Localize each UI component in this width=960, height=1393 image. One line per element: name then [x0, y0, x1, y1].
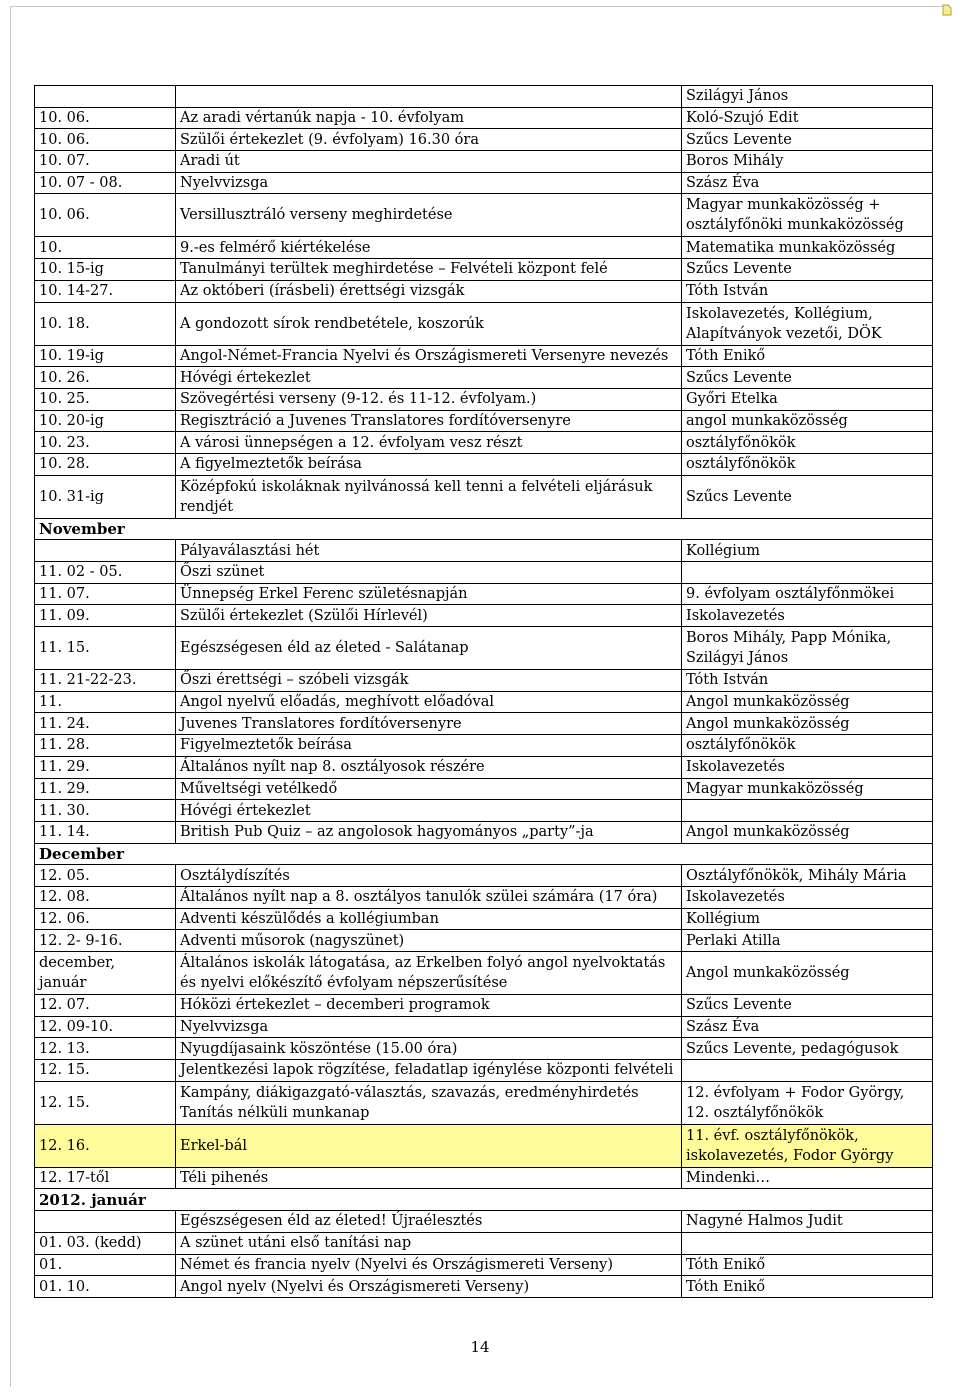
table-row	[35, 1276, 933, 1298]
date-cell: 12. 05.	[35, 865, 176, 887]
table-row	[35, 735, 933, 757]
event-cell: Egészségesen éld az életed - Salátanap	[176, 627, 682, 670]
table-row	[35, 129, 933, 151]
table-row	[35, 86, 933, 108]
responsible-cell: Tóth Enikő	[682, 1276, 933, 1298]
date-cell: 12. 2- 9-16.	[35, 930, 176, 952]
responsible-cell: Angol munkaközösség	[682, 691, 933, 713]
table-row	[35, 995, 933, 1017]
schedule-body	[35, 86, 933, 1298]
responsible-cell: Tóth István	[682, 670, 933, 692]
responsible-cell: Boros Mihály	[682, 151, 933, 173]
table-row	[35, 280, 933, 302]
table-row	[35, 1038, 933, 1060]
event-cell: Szülői értekezlet (9. évfolyam) 16.30 óra	[176, 129, 682, 151]
event-cell: Egészségesen éld az életed! Újraélesztés	[176, 1211, 682, 1233]
event-cell: Angol nyelvű előadás, meghívott előadóval	[176, 691, 682, 713]
responsible-cell: osztályfőnökök	[682, 432, 933, 454]
event-cell: Tanulmányi terültek meghirdetése – Felvételi központ felé	[176, 259, 682, 281]
event-cell: Jelentkezési lapok rögzítése, feladatlap igénylése központi felvételi	[176, 1060, 682, 1082]
responsible-cell	[682, 1060, 933, 1082]
responsible-cell	[682, 1232, 933, 1254]
table-row	[35, 908, 933, 930]
month-header-row	[35, 843, 933, 865]
responsible-cell: Győri Etelka	[682, 388, 933, 410]
responsible-cell: Kollégium	[682, 540, 933, 562]
date-cell: 11.	[35, 691, 176, 713]
event-cell: Regisztráció a Juvenes Translatores fordítóversenyre	[176, 410, 682, 432]
event-cell: Általános iskolák látogatása, az Erkelben folyó angol nyelvoktatás és nyelvi előkészítő évfolyam népszerűsítése	[176, 952, 682, 995]
event-cell: Adventi műsorok (nagyszünet)	[176, 930, 682, 952]
event-cell: Adventi készülődés a kollégiumban	[176, 908, 682, 930]
table-row	[35, 540, 933, 562]
date-cell: 01. 03. (kedd)	[35, 1232, 176, 1254]
date-cell: 10. 25.	[35, 388, 176, 410]
table-row	[35, 713, 933, 735]
table-row	[35, 388, 933, 410]
table-row	[35, 194, 933, 237]
responsible-cell: Iskolavezetés	[682, 756, 933, 778]
responsible-cell: 9. évfolyam osztályfőnmökei	[682, 583, 933, 605]
date-cell: 01. 10.	[35, 1276, 176, 1298]
event-cell: Osztálydíszítés	[176, 865, 682, 887]
responsible-cell: Iskolavezetés	[682, 605, 933, 627]
table-row	[35, 151, 933, 173]
date-cell: 12. 09-10.	[35, 1016, 176, 1038]
date-cell: 11. 29.	[35, 756, 176, 778]
date-cell: 11. 24.	[35, 713, 176, 735]
date-cell: 10. 31-ig	[35, 475, 176, 518]
event-cell: A figyelmeztetők beírása	[176, 453, 682, 475]
date-cell: 11. 02 - 05.	[35, 562, 176, 584]
date-cell	[35, 86, 176, 108]
table-row	[35, 800, 933, 822]
date-cell	[35, 540, 176, 562]
responsible-cell: Tóth Enikő	[682, 1254, 933, 1276]
date-cell: 12. 13.	[35, 1038, 176, 1060]
responsible-cell: Iskolavezetés	[682, 886, 933, 908]
month-header: December	[35, 843, 933, 865]
event-cell: Általános nyílt nap a 8. osztályos tanulók szülei számára (17 óra)	[176, 886, 682, 908]
date-cell: 11. 29.	[35, 778, 176, 800]
responsible-cell: Szűcs Levente, pedagógusok	[682, 1038, 933, 1060]
event-cell: A szünet utáni első tanítási nap	[176, 1232, 682, 1254]
table-row	[35, 107, 933, 129]
event-cell: Általános nyílt nap 8. osztályosok részére	[176, 756, 682, 778]
date-cell: 10. 14-27.	[35, 280, 176, 302]
month-header-row	[35, 1189, 933, 1211]
responsible-cell: Magyar munkaközösség	[682, 778, 933, 800]
date-cell: 11. 14.	[35, 821, 176, 843]
date-cell: 01.	[35, 1254, 176, 1276]
date-cell	[35, 1211, 176, 1233]
responsible-cell: Angol munkaközösség	[682, 713, 933, 735]
event-cell: Nyelvvizsga	[176, 1016, 682, 1038]
table-row	[35, 453, 933, 475]
table-row	[35, 1081, 933, 1124]
responsible-cell: Mindenki…	[682, 1167, 933, 1189]
date-cell: 11. 30.	[35, 800, 176, 822]
table-row	[35, 432, 933, 454]
date-cell: 12. 07.	[35, 995, 176, 1017]
event-cell	[176, 86, 682, 108]
date-cell: 12. 15.	[35, 1060, 176, 1082]
page-corner-icon	[942, 4, 952, 16]
table-row	[35, 562, 933, 584]
date-cell: 10. 26.	[35, 367, 176, 389]
event-cell: Aradi út	[176, 151, 682, 173]
event-cell: Nyelvvizsga	[176, 172, 682, 194]
event-cell: Szövegértési verseny (9-12. és 11-12. évfolyam.)	[176, 388, 682, 410]
responsible-cell: 12. évfolyam + Fodor György, 12. osztályfőnökök	[682, 1081, 933, 1124]
responsible-cell: Szűcs Levente	[682, 475, 933, 518]
table-row	[35, 1232, 933, 1254]
event-cell: Téli pihenés	[176, 1167, 682, 1189]
event-cell: Szülői értekezlet (Szülői Hírlevél)	[176, 605, 682, 627]
event-cell: A gondozott sírok rendbetétele, koszorúk	[176, 302, 682, 345]
date-cell: 10. 20-ig	[35, 410, 176, 432]
event-cell: Német és francia nyelv (Nyelvi és Országismereti Verseny)	[176, 1254, 682, 1276]
event-cell: Őszi érettségi – szóbeli vizsgák	[176, 670, 682, 692]
responsible-cell: osztályfőnökök	[682, 453, 933, 475]
date-cell: 12. 15.	[35, 1081, 176, 1124]
event-cell: Kampány, diákigazgató-választás, szavazás, eredményhirdetés Tanítás nélküli munkanap	[176, 1081, 682, 1124]
table-row	[35, 172, 933, 194]
event-cell: Hóvégi értekezlet	[176, 800, 682, 822]
event-cell: Műveltségi vetélkedő	[176, 778, 682, 800]
event-cell: Nyugdíjasaink köszöntése (15.00 óra)	[176, 1038, 682, 1060]
event-cell: Az októberi (írásbeli) érettségi vizsgák	[176, 280, 682, 302]
month-header-row	[35, 518, 933, 540]
table-row	[35, 627, 933, 670]
month-header: 2012. január	[35, 1189, 933, 1211]
responsible-cell: Szűcs Levente	[682, 995, 933, 1017]
date-cell: 10. 07 - 08.	[35, 172, 176, 194]
date-cell: 10. 06.	[35, 129, 176, 151]
event-cell: Őszi szünet	[176, 562, 682, 584]
event-cell: Angol-Német-Francia Nyelvi és Országismereti Versenyre nevezés	[176, 345, 682, 367]
table-row	[35, 302, 933, 345]
date-cell: 11. 09.	[35, 605, 176, 627]
date-cell: 10. 23.	[35, 432, 176, 454]
date-cell: 10. 19-ig	[35, 345, 176, 367]
date-cell: 11. 07.	[35, 583, 176, 605]
table-row	[35, 865, 933, 887]
event-cell: Középfokú iskoláknak nyilvánossá kell tenni a felvételi eljárásuk rendjét	[176, 475, 682, 518]
responsible-cell: Perlaki Atilla	[682, 930, 933, 952]
responsible-cell: Nagyné Halmos Judit	[682, 1211, 933, 1233]
table-row	[35, 952, 933, 995]
table-row	[35, 367, 933, 389]
responsible-cell: Szász Éva	[682, 1016, 933, 1038]
table-row	[35, 1016, 933, 1038]
table-row	[35, 237, 933, 259]
table-row	[35, 756, 933, 778]
date-cell: 12. 06.	[35, 908, 176, 930]
event-cell: Pályaválasztási hét	[176, 540, 682, 562]
date-cell: 10.	[35, 237, 176, 259]
table-row	[35, 605, 933, 627]
event-cell: Juvenes Translatores fordítóversenyre	[176, 713, 682, 735]
table-row	[35, 670, 933, 692]
date-cell: 11. 21-22-23.	[35, 670, 176, 692]
responsible-cell: osztályfőnökök	[682, 735, 933, 757]
responsible-cell: Szűcs Levente	[682, 367, 933, 389]
date-cell: 10. 07.	[35, 151, 176, 173]
date-cell: 12. 08.	[35, 886, 176, 908]
table-row	[35, 886, 933, 908]
event-cell: British Pub Quiz – az angolosok hagyományos „party”-ja	[176, 821, 682, 843]
responsible-cell: Osztályfőnökök, Mihály Mária	[682, 865, 933, 887]
date-cell: 10. 06.	[35, 107, 176, 129]
event-cell: Versillusztráló verseny meghirdetése	[176, 194, 682, 237]
responsible-cell: Magyar munkaközösség + osztályfőnöki munkaközösség	[682, 194, 933, 237]
responsible-cell: Boros Mihály, Papp Mónika, Szilágyi János	[682, 627, 933, 670]
date-cell: 10. 06.	[35, 194, 176, 237]
date-cell: 11. 15.	[35, 627, 176, 670]
table-row	[35, 1211, 933, 1233]
event-cell: Az aradi vértanúk napja - 10. évfolyam	[176, 107, 682, 129]
table-row	[35, 1254, 933, 1276]
responsible-cell: Szász Éva	[682, 172, 933, 194]
date-cell: 11. 28.	[35, 735, 176, 757]
event-cell: 9.-es felmérő kiértékelése	[176, 237, 682, 259]
date-cell: december, január	[35, 952, 176, 995]
event-cell: Figyelmeztetők beírása	[176, 735, 682, 757]
table-row	[35, 410, 933, 432]
table-row	[35, 475, 933, 518]
event-cell: Hóvégi értekezlet	[176, 367, 682, 389]
table-row	[35, 345, 933, 367]
responsible-cell: Angol munkaközösség	[682, 952, 933, 995]
responsible-cell: Matematika munkaközösség	[682, 237, 933, 259]
event-cell: Angol nyelv (Nyelvi és Országismereti Verseny)	[176, 1276, 682, 1298]
date-cell: 10. 28.	[35, 453, 176, 475]
table-row	[35, 583, 933, 605]
table-row	[35, 930, 933, 952]
table-row	[35, 1060, 933, 1082]
table-row	[35, 821, 933, 843]
event-cell: Hóközi értekezlet – decemberi programok	[176, 995, 682, 1017]
responsible-cell: angol munkaközösség	[682, 410, 933, 432]
table-row	[35, 1124, 933, 1167]
table-row	[35, 778, 933, 800]
month-header: November	[35, 518, 933, 540]
responsible-cell: 11. évf. osztályfőnökök, iskolavezetés, Fodor György	[682, 1124, 933, 1167]
date-cell: 10. 15-ig	[35, 259, 176, 281]
responsible-cell	[682, 800, 933, 822]
responsible-cell: Iskolavezetés, Kollégium, Alapítványok vezetői, DÖK	[682, 302, 933, 345]
event-cell: A városi ünnepségen a 12. évfolyam vesz részt	[176, 432, 682, 454]
responsible-cell: Kollégium	[682, 908, 933, 930]
responsible-cell: Angol munkaközösség	[682, 821, 933, 843]
date-cell: 12. 17-től	[35, 1167, 176, 1189]
responsible-cell	[682, 562, 933, 584]
schedule-table	[34, 85, 933, 1298]
table-row	[35, 691, 933, 713]
event-cell: Ünnepség Erkel Ferenc születésnapján	[176, 583, 682, 605]
responsible-cell: Tóth Enikő	[682, 345, 933, 367]
date-cell: 10. 18.	[35, 302, 176, 345]
responsible-cell: Szűcs Levente	[682, 129, 933, 151]
date-cell: 12. 16.	[35, 1124, 176, 1167]
table-row	[35, 259, 933, 281]
page-number: 14	[470, 1338, 490, 1356]
responsible-cell: Szűcs Levente	[682, 259, 933, 281]
table-row	[35, 1167, 933, 1189]
responsible-cell: Koló-Szujó Edit	[682, 107, 933, 129]
event-cell: Erkel-bál	[176, 1124, 682, 1167]
responsible-cell: Szilágyi János	[682, 86, 933, 108]
responsible-cell: Tóth István	[682, 280, 933, 302]
